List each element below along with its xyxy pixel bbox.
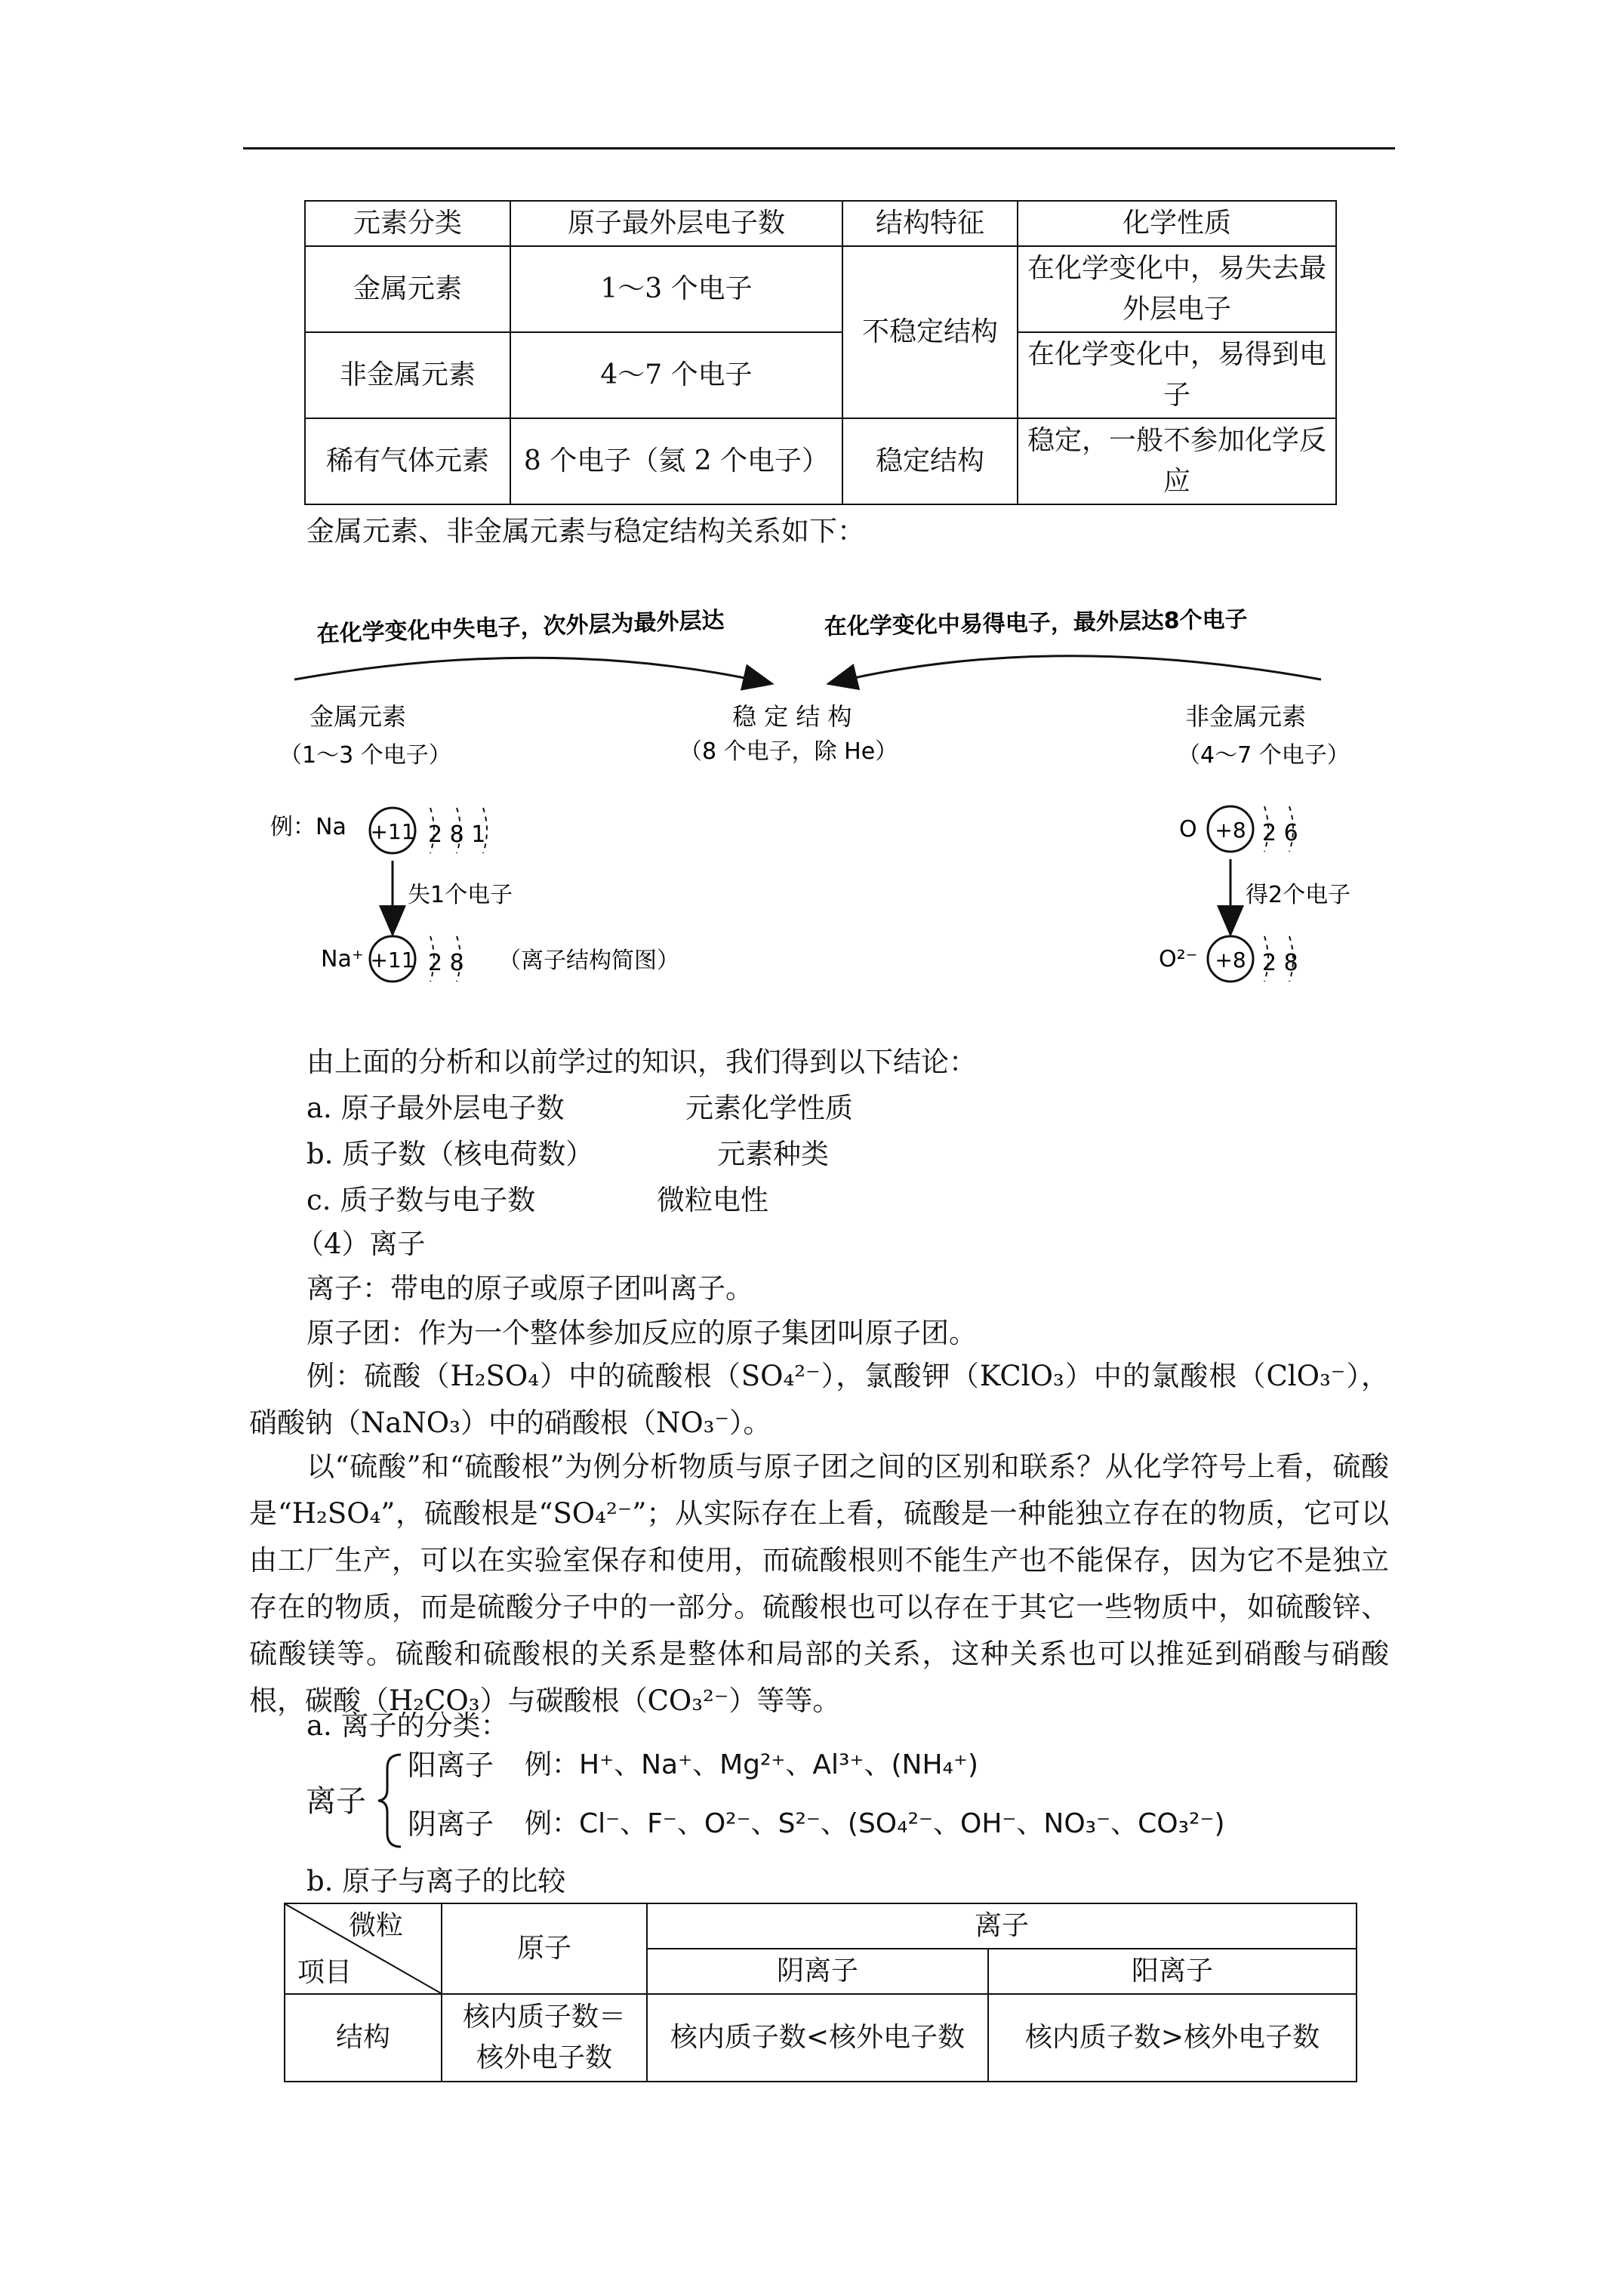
conclusion-a-right: 元素化学性质: [685, 1092, 853, 1124]
table-row: [305, 418, 1336, 504]
arrow-left-text: 在化学变化中失电子，次外层为最外层达: [316, 607, 725, 648]
nonmetal-sub: （4～7 个电子）: [1178, 742, 1350, 769]
table-row: [305, 332, 1336, 418]
stable-label: 稳 定 结 构: [732, 702, 852, 731]
table-cell: 稳定，一般不参加化学反应: [1018, 418, 1336, 504]
arrow-gain-electrons: [830, 656, 1321, 683]
conclusion-b-right: 元素种类: [717, 1138, 829, 1170]
table-header-row: [305, 201, 1336, 246]
na-ion-nucleus: +11: [370, 948, 415, 972]
intro-line: 金属元素、非金属元素与稳定结构关系如下：: [306, 515, 865, 547]
table-header-cell: 原子最外层电子数: [510, 201, 842, 246]
brace-icon: [375, 1752, 405, 1850]
nonmetal-label: 非金属元素: [1185, 702, 1307, 731]
table-cell: 金属元素: [305, 246, 510, 332]
cation-label: 阳离子: [408, 1749, 494, 1782]
example-paragraph: 例：硫酸（H₂SO₄）中的硫酸根（SO₄²⁻），氯酸钾（KClO₃）中的氯酸根（ClO₃⁻），硝酸钠（NaNO₃）中的硝酸根（NO₃⁻）。: [249, 1360, 1389, 1439]
header-rule: [243, 147, 1395, 149]
anion-label: 阴离子: [408, 1808, 494, 1841]
table-cell: 稳定结构: [842, 418, 1018, 504]
table-header-cell: 化学性质: [1018, 201, 1336, 246]
table-header-cell: 阴离子: [647, 1949, 988, 1994]
o-ion-shells: 2 8: [1262, 950, 1298, 976]
ion-classification: [306, 1744, 1363, 1857]
table-header-cell: 离子: [647, 1903, 1357, 1949]
atom-ion-comparison-table: [284, 1903, 1357, 2082]
anion-examples: 例：Cl⁻、F⁻、O²⁻、S²⁻、(SO₄²⁻、OH⁻、NO₃⁻、CO₃²⁻): [525, 1808, 1225, 1839]
table-cell: 核内质子数＝核外电子数: [442, 1994, 647, 2082]
stable-sub: （8 个电子，除 He）: [679, 738, 898, 765]
table-cell: 稀有气体元素: [305, 418, 510, 504]
table-header-row: [285, 1903, 1357, 1949]
o-ion: O²⁻: [1159, 946, 1198, 972]
table-header-cell: 元素分类: [305, 201, 510, 246]
table-cell: 结构: [285, 1994, 442, 2082]
ion-class-title: a. 离子的分类：: [306, 1709, 509, 1742]
conclusion-a-left: a. 原子最外层电子数: [306, 1092, 565, 1124]
metal-sub: （1～3 个电子）: [279, 742, 451, 769]
cation-examples: 例：H⁺、Na⁺、Mg²⁺、Al³⁺、(NH₄⁺): [525, 1749, 978, 1780]
table-header-cell: 原子: [442, 1903, 647, 1994]
table-cell: 不稳定结构: [842, 246, 1018, 418]
table-cell: 1～3 个电子: [510, 246, 842, 332]
conclusion-c-right: 微粒电性: [657, 1184, 768, 1216]
table-header-cell: 阳离子: [988, 1949, 1357, 1994]
gain-text: 得2个电子: [1246, 882, 1351, 908]
element-classification-table: [304, 200, 1337, 505]
section-ion: （4）离子: [296, 1228, 426, 1260]
o-atom: O: [1179, 816, 1197, 843]
conclusion-b-left: b. 质子数（核电荷数）: [306, 1138, 594, 1170]
table-row: [305, 246, 1336, 332]
table-cell: 非金属元素: [305, 332, 510, 418]
table-cell: 核内质子数>核外电子数: [988, 1994, 1357, 2082]
na-ion: Na⁺: [321, 946, 364, 972]
arrow-lose-electrons: [294, 658, 770, 683]
table-corner-cell: [285, 1903, 442, 1994]
o-shells: 2 6: [1262, 820, 1298, 846]
analysis-paragraph: 以“硫酸”和“硫酸根”为例分析物质与原子团之间的区别和联系？从化学符号上看，硫酸是“H₂SO₄”，硫酸根是“SO₄²⁻”；从实际存在上看，硫酸是一种能独立存在的物质，它可以由工厂生产，可以在实验室保存和使用，而硫酸根则不能生产也不能保存，因为它不是独立存在的物质，而是硫酸分子中的一部分。硫酸根也可以存在于其它一些物质中，如硫酸锌、硫酸镁等。硫酸和硫酸根的关系是整体和局部的关系，这种关系也可以推延到硝酸与硝酸根，碳酸（H₂CO₃）与碳酸根（CO₃²⁻）等等。: [249, 1450, 1389, 1717]
conclusion-c-left: c. 质子数与电子数: [306, 1184, 536, 1216]
group-definition: 原子团：作为一个整体参加反应的原子集团叫原子团。: [306, 1317, 977, 1349]
table-cell: 核内质子数<核外电子数: [647, 1994, 988, 2082]
na-shells: 2 8 1: [428, 821, 486, 848]
na-ion-shells: 2 8: [428, 950, 464, 976]
lose-text: 失1个电子: [408, 882, 513, 908]
table-cell: 8 个电子（氦 2 个电子）: [510, 418, 842, 504]
corner-top: 微粒: [348, 1910, 403, 1941]
table-cell: 在化学变化中，易失去最外层电子: [1018, 246, 1336, 332]
o-nucleus: +8: [1215, 818, 1246, 843]
metal-label: 金属元素: [310, 702, 407, 731]
table-cell: 4～7 个电子: [510, 332, 842, 418]
table-cell: 在化学变化中，易得到电子: [1018, 332, 1336, 418]
arrow-right-text: 在化学变化中易得电子，最外层达8个电子: [824, 606, 1248, 640]
stable-structure-diagram: [249, 581, 1397, 1004]
compare-title: b. 原子与离子的比较: [306, 1865, 566, 1897]
table-row: [285, 1994, 1357, 2082]
ion-root: 离子: [306, 1784, 366, 1819]
o-ion-nucleus: +8: [1215, 948, 1246, 972]
ion-caption: （离子结构简图）: [498, 948, 679, 974]
conclusion-intro: 由上面的分析和以前学过的知识，我们得到以下结论：: [306, 1046, 977, 1078]
na-nucleus: +11: [370, 819, 415, 844]
corner-bottom: 项目: [297, 1957, 353, 1988]
table-header-cell: 结构特征: [842, 201, 1018, 246]
ion-definition: 离子：带电的原子或原子团叫离子。: [306, 1272, 753, 1305]
example-prefix: 例：Na: [270, 814, 346, 840]
